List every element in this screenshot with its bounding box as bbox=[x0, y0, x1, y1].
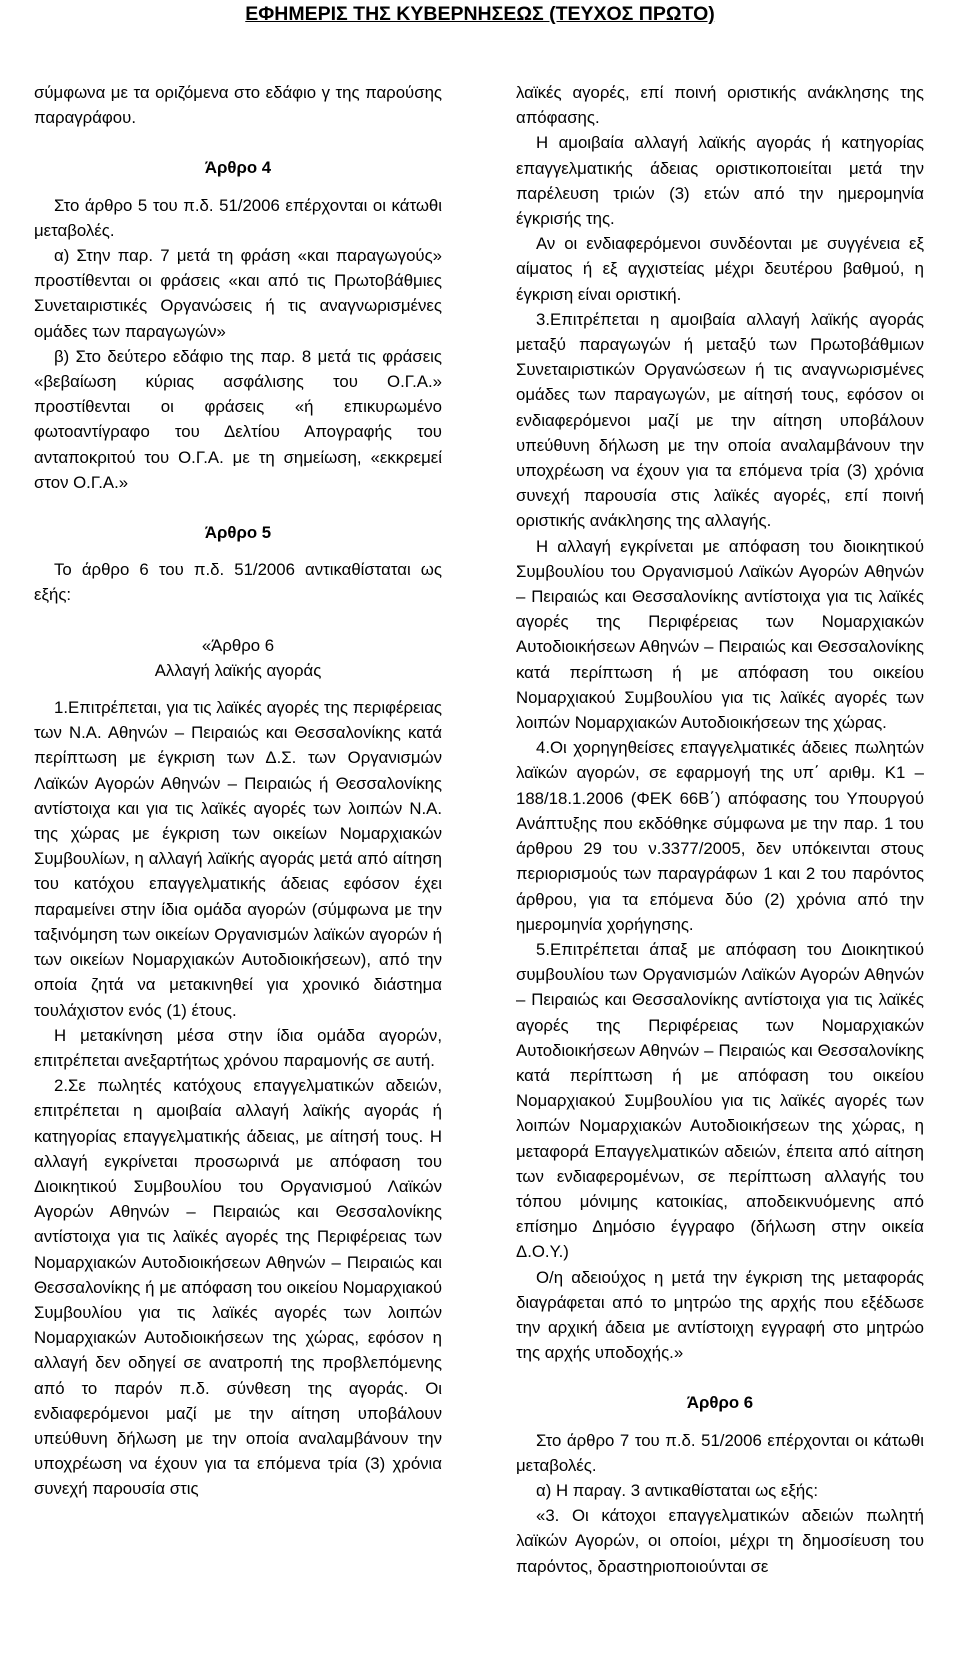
paragraph: 5.Επιτρέπεται άπαξ με απόφαση του Διοικητικού συμβουλίου των Οργανισμών Λαϊκών Αγορών Αθηνών – Πειραιώς και Θεσσαλονίκης αντίστοιχα για τις λαϊκές αγορές της Περιφέρειας των Νομαρχιακών Αυτοδιοικήσεων Αθηνών – Πειραιώς και Θεσσαλονίκης κατά περίπτωση ή με απόφαση του οικείου Νομαρχιακού Συμβουλίου για τις λαϊκές αγορές των λοιπών Νομαρχιακών Αυτοδιοικήσεων της χώρας, η μεταφορά Επαγγελματικών αδειών, έπειτα από αίτηση των ενδιαφερομένων, σε περίπτωση αλλαγής του τόπου μόνιμης κατοικίας, αποδεικνυόμενης από επίσημο Δημόσιο έγγραφο (δήλωση στην οικεία Δ.Ο.Υ.) bbox=[516, 939, 924, 1262]
paragraph: β) Στο δεύτερο εδάφιο της παρ. 8 μετά τις φράσεις «βεβαίωση κύριας ασφάλισης του Ο.Γ.Α.» προστίθενται οι φράσεις «ή επικυρωμένο φωτοαντίγραφο του Δελτίου Απογραφής του ανταποκριτού του Ο.Γ.Α. με τη σημείωση, «εκκρεμεί στον Ο.Γ.Α.» bbox=[34, 346, 442, 492]
article-4-heading: Άρθρο 4 bbox=[204, 158, 272, 178]
paragraph: α) Στην παρ. 7 μετά τη φράση «και παραγωγούς» προστίθενται οι φράσεις «και από τις Πρωτοβάθμιες Συνεταιριστικές Οργανώσεις ή τις αναγνωρισμένες ομάδες των παραγωγών» bbox=[34, 246, 442, 341]
paragraph: «3. Οι κάτοχοι επαγγελματικών αδειών πωλητή λαϊκών Αγορών, οι οποίοι, μέχρι τη δημοσίευση του παρόντος, δραστηριοποιούνται σε bbox=[516, 1506, 924, 1576]
right-column bbox=[516, 80, 924, 1579]
paragraph: 3.Επιτρέπεται η αμοιβαία αλλαγή λαϊκής αγοράς μεταξύ παραγωγών ή μεταξύ των Πρωτοβάθμιων Συνεταιριστικών Οργανώσεων ή τις αναγνωρισμένες ομάδες των παραγωγών, με αίτησή τους, εφόσον οι ενδιαφερόμενοι μαζί με την αίτηση υποβάλουν υπεύθυνη δήλωση με την οποία αναλαμβάνουν την υποχρέωση να έχουν για τα επόμενα τρία (3) χρόνια συνεχή παρουσία στις λαϊκές αγορές, επί ποινή οριστικής ανάκλησης της αλλαγής. bbox=[516, 309, 924, 531]
quoted-article-subtitle: Αλλαγή λαϊκής αγοράς bbox=[154, 660, 322, 680]
paragraph: λαϊκές αγορές, επί ποινή οριστικής ανάκλησης της απόφασης. bbox=[516, 83, 924, 128]
paragraph: 1.Επιτρέπεται, για τις λαϊκές αγορές της περιφέρειας των Ν.Α. Αθηνών – Πειραιώς και Θεσσαλονίκης κατά περίπτωση με έγκριση των Δ.Σ. των Οργανισμών Λαϊκών Αγορών Αθηνών – Πειραιώς ή Θεσσαλονίκης αντίστοιχα και για τις λαϊκές αγορές των λοιπών Ν.Α. της χώρας με έγκριση των οικείων Νομαρχιακών Συμβουλίων, η αλλαγή λαϊκής αγοράς μετά από αίτηση του κατόχου επαγγελματικής άδειας εφόσον έχει παραμείνει στην ίδια ομάδα αγορών (σύμφωνα με την ταξινόμηση των οικείων Οργανισμών λαϊκών αγορών ή των οικείων Νομαρχιακών Αυτοδιοικήσεων), από την οποία ζητά να μετακινηθεί για χρονικό διάστημα τουλάχιστον ενός (1) έτους. bbox=[34, 698, 442, 1020]
article-5-heading: Άρθρο 5 bbox=[204, 523, 272, 543]
paragraph: 2.Σε πωλητές κατόχους επαγγελματικών αδειών, επιτρέπεται η αμοιβαία αλλαγή λαϊκής αγοράς ή κατηγορίας επαγγελματικής άδειας, με αίτησή τους. Η αλλαγή εγκρίνεται προσωρινά με απόφαση του Διοικητικού Συμβουλίου του Οργανισμού Λαϊκών Αγορών Αθηνών – Πειραιώς και Θεσσαλονίκης αντίστοιχα για τις λαϊκές αγορές της Περιφέρειας των Νομαρχιακών Αυτοδιοικήσεων Αθηνών – Πειραιώς και Θεσσαλονίκης ή με απόφαση του οικείου Νομαρχιακού Συμβουλίου για τις λαϊκές αγορές των λοιπών Νομαρχιακών Αυτοδιοικήσεων της χώρας, εφόσον η αλλαγή δεν οδηγεί σε ανατροπή της προβλεπόμενης από το παρόν π.δ. σύνθεση της αγοράς. Οι ενδιαφερόμενοι μαζί με την αίτηση υποβάλουν υπεύθυνη δήλωση με την οποία αναλαμβάνουν την υποχρέωση να έχουν για τα επόμενα τρία (3) χρόνια συνεχή παρουσία στις bbox=[34, 1076, 442, 1499]
paragraph: 4.Οι χορηγηθείσες επαγγελματικές άδειες πωλητών λαϊκών αγορών, σε εφαρμογή της υπ΄ αριθμ. Κ1 – 188/18.1.2006 (ΦΕΚ 66Β΄) απόφασης του Υπουργού Ανάπτυξης που εκδόθηκε σύμφωνα με την παρ. 1 του άρθρου 29 του ν.3377/2005, δεν υπόκεινται στους περιορισμούς των παραγράφων 1 και 2 του παρόντος άρθρου, για τα επόμενα δύο (2) χρόνια από την ημερομηνία χορήγησης. bbox=[516, 738, 924, 934]
left-column bbox=[34, 80, 442, 1502]
paragraph: α) Η παραγ. 3 αντικαθίσταται ως εξής: bbox=[536, 1480, 818, 1500]
paragraph: Ο/η αδειούχος η μετά την έγκριση της μεταφοράς διαγράφεται από το μητρώο της αρχής που εξέδωσε την αρχική άδεια με αντίστοιχη εγγραφή στο μητρώο της αρχής υποδοχής.» bbox=[516, 1267, 924, 1363]
paragraph: Η μετακίνηση μέσα στην ίδια ομάδα αγορών, επιτρέπεται ανεξαρτήτως χρόνου παραμονής σε αυτή. bbox=[34, 1025, 442, 1070]
paragraph: Το άρθρο 6 του π.δ. 51/2006 αντικαθίσταται ως εξής: bbox=[34, 560, 442, 605]
paragraph: Η αμοιβαία αλλαγή λαϊκής αγοράς ή κατηγορίας επαγγελματικής άδειας οριστικοποιείται μετά την παρέλευση τριών (3) ετών από την ημερομηνία έγκρισής της. bbox=[516, 133, 924, 229]
paragraph: Στο άρθρο 7 του π.δ. 51/2006 επέρχονται οι κάτωθι μεταβολές. bbox=[516, 1430, 924, 1475]
paragraph: σύμφωνα με τα οριζόμενα στο εδάφιο γ της παρούσης παραγράφου. bbox=[34, 83, 442, 128]
paragraph: Αν οι ενδιαφερόμενοι συνδέονται με συγγένεια εξ αίματος ή εξ αγχιστείας μέχρι δευτέρου βαθμού, η έγκριση είναι οριστική. bbox=[516, 234, 924, 304]
paragraph: Η αλλαγή εγκρίνεται με απόφαση του διοικητικού Συμβουλίου του Οργανισμού Λαϊκών Αγορών Αθηνών – Πειραιώς και Θεσσαλονίκης αντίστοιχα για τις λαϊκές αγορές της Περιφέρειας των Νομαρχιακών Αυτοδιοικήσεων Αθηνών – Πειραιώς και Θεσσαλονίκης κατά περίπτωση ή με απόφαση του οικείου Νομαρχιακού Συμβουλίου για τις λαϊκές αγορές των λοιπών Νομαρχιακών Αυτοδιοικήσεων της χώρας. bbox=[516, 536, 924, 733]
paragraph: Στο άρθρο 5 του π.δ. 51/2006 επέρχονται οι κάτωθι μεταβολές. bbox=[34, 195, 442, 240]
quoted-article-title: «Άρθρο 6 bbox=[201, 635, 275, 655]
page-header: ΕΦΗΜΕΡΙΣ ΤΗΣ ΚΥΒΕΡΝΗΣΕΩΣ (ΤΕΥΧΟΣ ΠΡΩΤΟ) bbox=[245, 3, 715, 25]
article-6-heading: Άρθρο 6 bbox=[686, 1393, 754, 1413]
